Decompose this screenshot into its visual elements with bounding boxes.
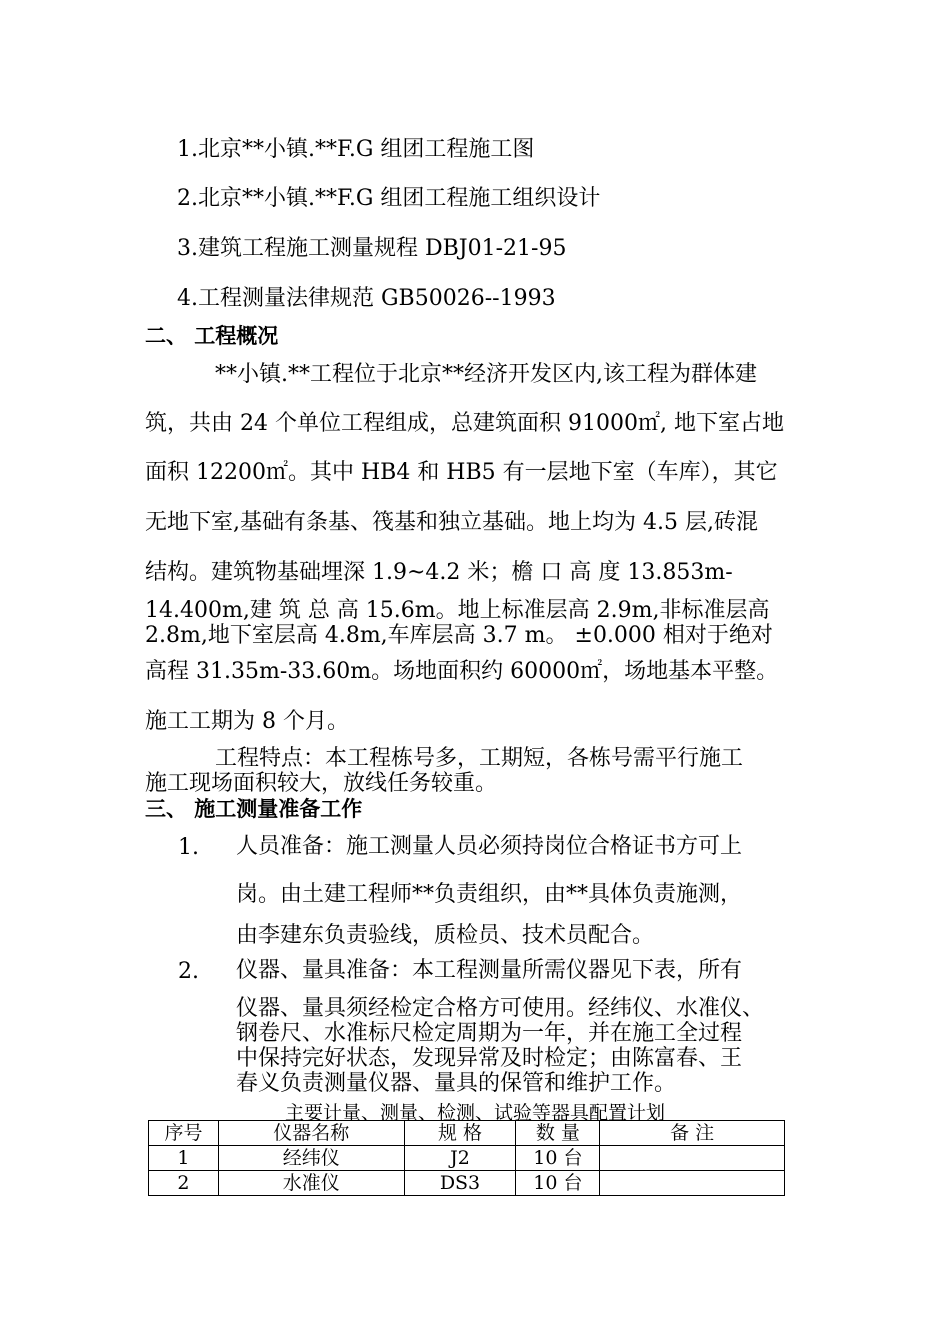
overview-line-4: 无地下室,基础有条基、筏基和独立基础。地上均为 4.5 层,砖混 xyxy=(145,510,758,535)
overview-line-3: 面积 12200㎡。其中 HB4 和 HB5 有一层地下室（车库），其它 xyxy=(145,460,778,485)
cell-quantity: 10 台 xyxy=(516,1146,600,1171)
header-cell-spec: 规 格 xyxy=(404,1121,516,1146)
cell-spec: DS3 xyxy=(404,1171,516,1196)
table-header-row xyxy=(149,1121,785,1146)
reference-line-4: 4.工程测量法律规范 GB50026--1993 xyxy=(177,286,556,311)
overview-line-9: 施工工期为 8 个月。 xyxy=(145,709,349,734)
header-cell-remarks: 备 注 xyxy=(600,1121,785,1146)
cell-remarks xyxy=(600,1171,785,1196)
section-heading-overview: 二、 工程概况 xyxy=(145,324,279,348)
overview-line-5: 结构。建筑物基础埋深 1.9~4.2 米；檐 口 高 度 13.853m- xyxy=(145,560,733,585)
item-2-line-4: 中保持完好状态，发现异常及时检定；由陈富春、王 xyxy=(236,1046,743,1071)
reference-line-2: 2.北京**小镇.**F.G 组团工程施工组织设计 xyxy=(177,186,601,211)
cell-remarks xyxy=(600,1146,785,1171)
item-number-2: 2. xyxy=(178,959,199,984)
cell-spec: J2 xyxy=(404,1146,516,1171)
section-heading-preparation: 三、 施工测量准备工作 xyxy=(145,797,363,821)
overview-line-1: **小镇.**工程位于北京**经济开发区内,该工程为群体建 xyxy=(215,362,757,387)
reference-line-1: 1.北京**小镇.**F.G 组团工程施工图 xyxy=(177,137,535,162)
overview-line-7: 2.8m,地下室层高 4.8m,车库层高 3.7 m。 ±0.000 相对于绝对 xyxy=(145,623,773,648)
table-caption: 主要计量、测量、检测、试验等器具配置计划 xyxy=(284,1102,665,1124)
header-cell-name: 仪器名称 xyxy=(218,1121,404,1146)
header-cell-number: 序号 xyxy=(149,1121,219,1146)
item-1-line-3: 由李建东负责验线，质检员、技术员配合。 xyxy=(236,923,655,948)
overview-line-6: 14.400m,建 筑 总 高 15.6m。地上标准层高 2.9m,非标准层高 xyxy=(145,598,770,623)
reference-line-3: 3.建筑工程施工测量规程 DBJ01-21-95 xyxy=(177,236,567,261)
cell-name: 经纬仪 xyxy=(218,1146,404,1171)
item-2-line-3: 钢卷尺、水准标尺检定周期为一年，并在施工全过程 xyxy=(236,1021,743,1046)
cell-quantity: 10 台 xyxy=(516,1171,600,1196)
item-1-line-2: 岗。由土建工程师**负责组织，由**具体负责施测， xyxy=(236,882,743,907)
header-cell-quantity: 数 量 xyxy=(516,1121,600,1146)
feature-line-1: 工程特点：本工程栋号多，工期短，各栋号需平行施工 xyxy=(215,746,744,771)
cell-number: 2 xyxy=(149,1171,219,1196)
table-row xyxy=(149,1171,785,1196)
item-2-line-2: 仪器、量具须经检定合格方可使用。经纬仪、水准仪、 xyxy=(236,996,765,1021)
item-2-line-1: 仪器、量具准备：本工程测量所需仪器见下表，所有 xyxy=(236,958,743,983)
equipment-table xyxy=(148,1120,785,1196)
cell-number: 1 xyxy=(149,1146,219,1171)
cell-name: 水准仪 xyxy=(218,1171,404,1196)
item-number-1: 1. xyxy=(178,835,199,860)
table-row xyxy=(149,1146,785,1171)
feature-line-2: 施工现场面积较大，放线任务较重。 xyxy=(145,771,498,796)
overview-line-2: 筑，共由 24 个单位工程组成，总建筑面积 91000㎡, 地下室占地 xyxy=(145,411,784,436)
item-1-line-1: 人员准备：施工测量人员必须持岗位合格证书方可上 xyxy=(236,834,743,859)
overview-line-8: 高程 31.35m-33.60m。场地面积约 60000㎡，场地基本平整。 xyxy=(145,659,779,684)
item-2-line-5: 春义负责测量仪器、量具的保管和维护工作。 xyxy=(236,1071,677,1096)
